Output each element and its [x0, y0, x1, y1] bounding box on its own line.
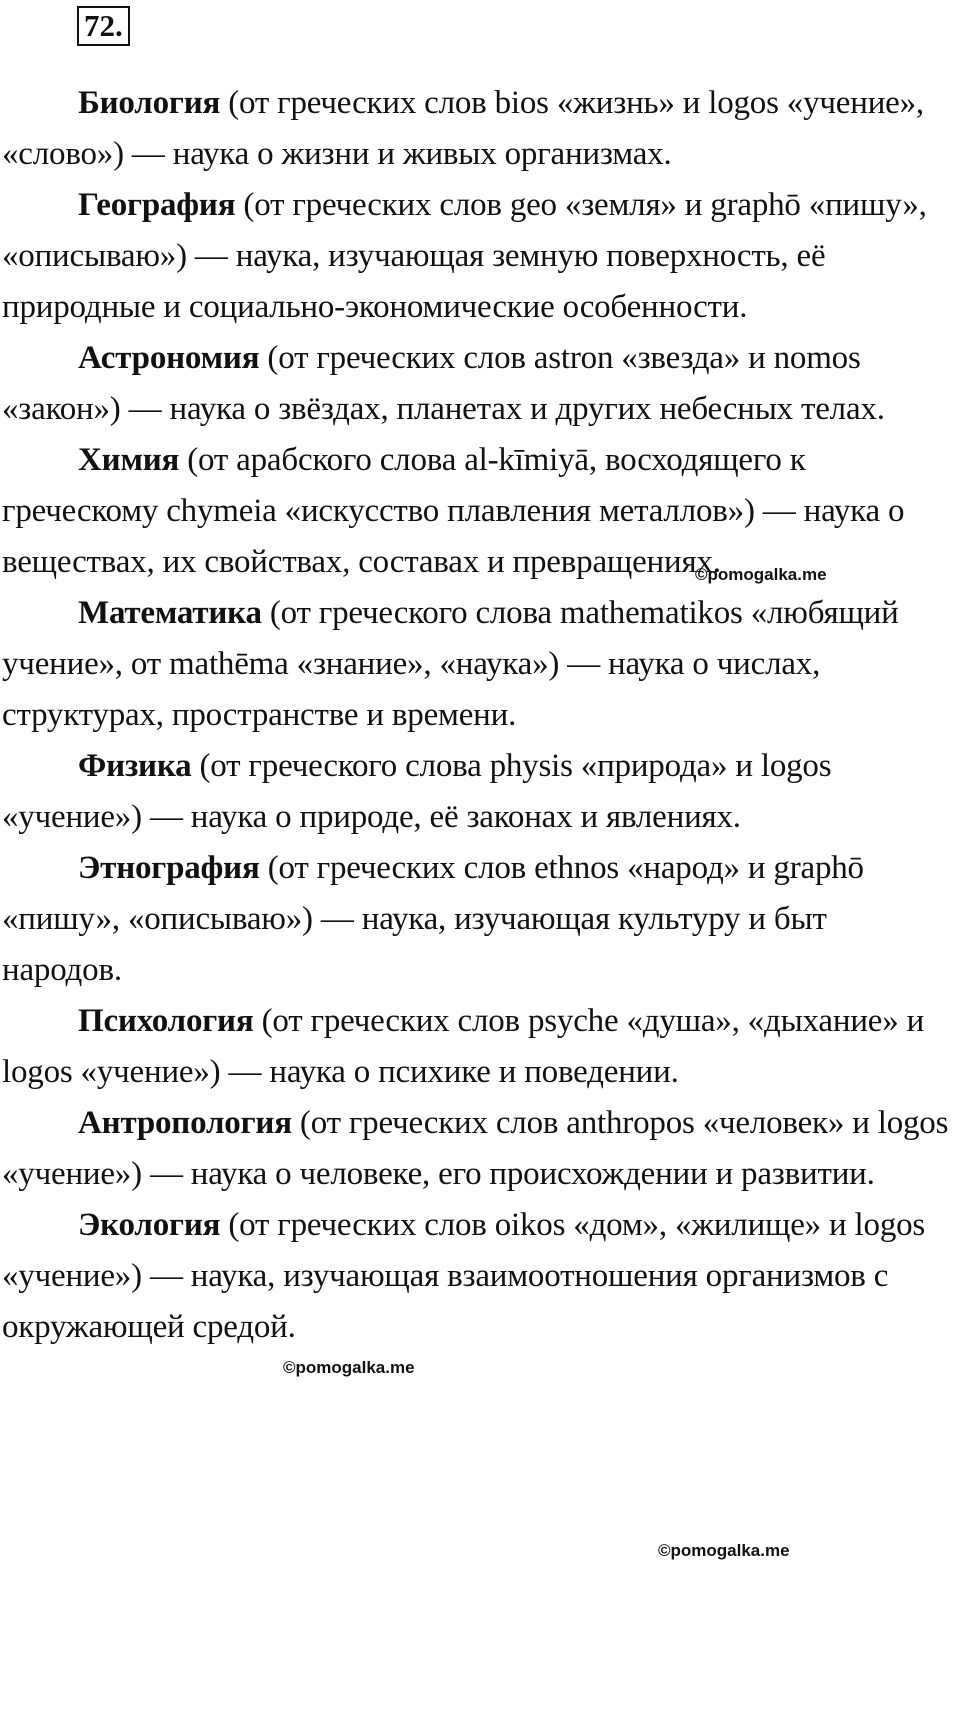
task-number-box: 72.	[77, 6, 130, 46]
definition-entry-mathematics	[2, 588, 952, 741]
term-label: География	[78, 187, 236, 223]
term-definition: (от греческого слова mathematikos «любящий учение», от mathēma «знание», «наука») — наука о числах, структурах, пространстве и времени.	[2, 595, 899, 733]
definition-entry-physics	[2, 741, 952, 843]
definition-entry-biology	[2, 78, 952, 180]
term-label: Математика	[78, 595, 262, 631]
definition-entry-ethnography	[2, 843, 952, 996]
term-label: Психология	[78, 1003, 254, 1039]
term-definition: (от арабского слова al-kīmiyā, восходящего к греческому chymeia «искусство плавления металлов») — наука о веществах, их свойствах, составах и превращениях.	[2, 442, 905, 580]
definition-entry-astronomy	[2, 333, 952, 435]
term-label: Физика	[78, 748, 192, 784]
definition-entry-ecology	[2, 1200, 952, 1353]
watermark: ©pomogalka.me	[658, 1541, 790, 1560]
term-definition: (от греческих слов geo «земля» и graphō «пишу», «описываю») — наука, изучающая земную поверхность, её природные и социально-экономические особенности.	[2, 187, 927, 325]
watermark: ©pomogalka.me	[695, 565, 827, 584]
term-definition: (от греческих слов bios «жизнь» и logos «учение», «слово») — наука о жизни и живых организмах.	[2, 85, 924, 172]
definition-entry-psychology	[2, 996, 952, 1098]
term-label: Этнография	[78, 850, 260, 886]
term-label: Антропология	[78, 1105, 292, 1141]
term-label: Биология	[78, 85, 221, 121]
term-definition: (от греческих слов oikos «дом», «жилище» и logos «учение») — наука, изучающая взаимоотношения организмов с окружающей средой.	[2, 1207, 926, 1345]
definitions-list	[2, 78, 952, 1353]
definition-entry-geography	[2, 180, 952, 333]
term-label: Астрономия	[78, 340, 260, 376]
watermark: ©pomogalka.me	[283, 1358, 415, 1377]
term-definition: (от греческих слов anthropos «человек» и logos «учение») — наука о человеке, его происхождении и развитии.	[2, 1105, 949, 1192]
term-label: Химия	[78, 442, 180, 478]
term-definition: (от греческих слов astron «звезда» и nomos «закон») — наука о звёздах, планетах и других небесных телах.	[2, 340, 885, 427]
term-definition: (от греческого слова physis «природа» и logos «учение») — наука о природе, её законах и явлениях.	[2, 748, 832, 835]
term-definition: (от греческих слов ethnos «народ» и graphō «пишу», «описываю») — наука, изучающая культуру и быт народов.	[2, 850, 864, 988]
term-label: Экология	[78, 1207, 221, 1243]
definition-entry-anthropology	[2, 1098, 952, 1200]
term-definition: (от греческих слов psyche «душа», «дыхание» и logos «учение») — наука о психике и поведении.	[2, 1003, 925, 1090]
